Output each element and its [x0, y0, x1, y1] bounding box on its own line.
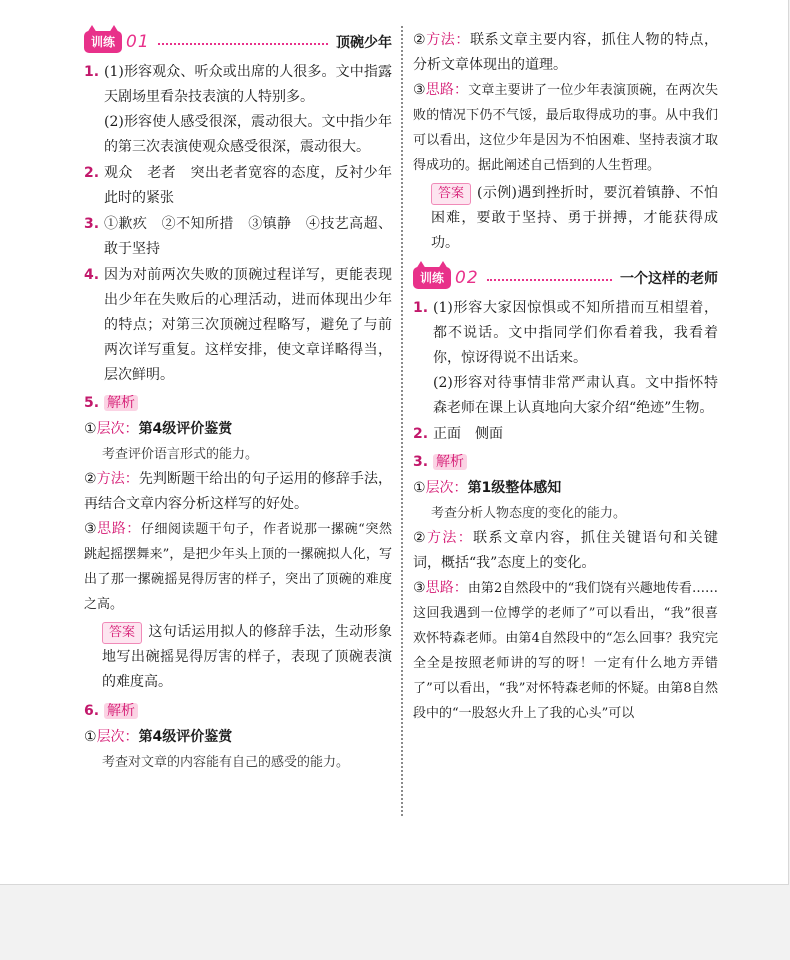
- answer-tag: 答案: [431, 183, 471, 205]
- level-label: 层次：: [425, 480, 468, 496]
- answer-block: [413, 181, 718, 256]
- answer-text: 这句话运用拟人的修辞手法，生动形象地写出碗摇晃得厉害的样子，表现了顶碗表演的难度高。: [102, 624, 392, 690]
- item-number: 3.: [413, 454, 429, 470]
- idea-text: 由第2自然段中的“我们饶有兴趣地传看……这回我遇到一位博学的老师了”可以看出，“我”很喜欢怀特森老师。由第4自然段中的“怎么回事？我究完全全是按照老师讲的写的呀！一定有什么地方弄错了”可以看出，“我”对怀特森老师的怀疑。由第8自然段中的“一股怒火升上了我的心头”可以: [413, 581, 719, 721]
- method-row: ②方法：联系文章内容，抓住关键语句和关键词，概括“我”态度上的变化。: [413, 530, 719, 571]
- idea-text: 仔细阅读题干句子，作者说那一摞碗“突然跳起摇摆舞来”，是把少年头上顶的一摞碗拟人化，写出了那一摞碗摇晃得厉害的样子，突出了顶碗的难度之高。: [84, 522, 392, 612]
- method-label: 方法：: [426, 32, 471, 48]
- section-title: 顶碗少年: [336, 35, 392, 51]
- column-divider: [401, 26, 403, 816]
- method-label: 方法：: [96, 471, 139, 487]
- item-text: (2)形容使人感受很深，震动很大。文中指少年的第三次表演使观众感受很深，震动很大。: [104, 114, 392, 155]
- section-number: 01: [126, 32, 150, 52]
- answer-item-1: [413, 296, 718, 421]
- level-row: ①层次：第1级整体感知: [413, 480, 562, 496]
- method-text: 先判断题干给出的句子运用的修辞手法，再结合文章内容分析这样写的好处。: [84, 471, 393, 512]
- idea-label: 思路：: [97, 521, 141, 537]
- item-number: 1.: [413, 300, 429, 316]
- answer-item-2: [413, 422, 718, 447]
- answer-text: (示例)遇到挫折时，要沉着镇静、不怕困难，要敢于坚持、勇于拼搏，才能获得成功。: [431, 185, 718, 251]
- training-badge: 训练: [413, 267, 451, 289]
- item-number: 3.: [84, 216, 100, 232]
- left-column: [84, 28, 392, 775]
- level-label: 层次：: [96, 729, 139, 745]
- idea-row: ③思路：由第2自然段中的“我们饶有兴趣地传看……这回我遇到一位博学的老师了”可以看出，“我”很喜欢怀特森老师。由第4自然段中的“怎么回事？我究完全全是按照老师讲的写的呀！一定有什么地方弄错了”可以看出，“我”对怀特森老师的怀疑。由第8自然段中的“一股怒火升上了我的心头”可以: [413, 580, 719, 721]
- dotted-leader: [158, 43, 328, 45]
- analysis-tag: 解析: [104, 703, 138, 719]
- item-number: 1.: [84, 64, 100, 80]
- right-column: [413, 28, 718, 726]
- training-badge: 训练: [84, 31, 122, 53]
- answer-item-3: [413, 450, 718, 475]
- method-row: ②方法：先判断题干给出的句子运用的修辞手法，再结合文章内容分析这样写的好处。: [84, 471, 393, 512]
- item-text: 观众 老者 突出老者宽容的态度，反衬少年此时的紧张: [104, 165, 392, 206]
- method-text: 联系文章主要内容，抓住人物的特点，分析文章体现出的道理。: [413, 32, 719, 73]
- item-text: (1)形容大家因惊惧或不知所措而互相望着，都不说话。文中指同学们你看着我，我看着你，惊讶得说不出话来。: [433, 300, 718, 366]
- item-number: 5.: [84, 395, 100, 411]
- level-note: 考查评价语言形式的能力。: [102, 447, 259, 462]
- answer-item-4: [84, 263, 392, 388]
- item-text: 因为对前两次失败的顶碗过程详写，更能表现出少年在失败后的心理活动，进而体现出少年的特点；对第三次顶碗过程略写，避免了与前两次详写重复。这样安排，使文章详略得当，层次鲜明。: [104, 267, 392, 383]
- level-row: ①层次：第4级评价鉴赏: [84, 729, 233, 745]
- item-number: 4.: [84, 267, 100, 283]
- level-text: 第4级评价鉴赏: [138, 729, 233, 745]
- level-note: 考查对文章的内容能有自己的感受的能力。: [102, 755, 350, 770]
- level-row: ①层次：第4级评价鉴赏: [84, 421, 233, 437]
- level-label: 层次：: [96, 421, 139, 437]
- item-text: 正面 侧面: [433, 426, 503, 442]
- idea-row: ③思路：文章主要讲了一位少年表演顶碗，在两次失败的情况下仍不气馁，最后取得成功的事。从中我们可以看出，这位少年是因为不怕困难、坚持表演才取得成功的。据此阐述自己悟到的人生哲理。: [413, 82, 718, 173]
- item-number: 6.: [84, 703, 100, 719]
- method-row: ②方法：联系文章主要内容，抓住人物的特点，分析文章体现出的道理。: [413, 32, 719, 73]
- idea-label: 思路：: [425, 580, 468, 596]
- answer-item-5: [84, 391, 392, 416]
- level-text: 第1级整体感知: [467, 480, 562, 496]
- answer-item-6: [84, 699, 392, 724]
- idea-text: 文章主要讲了一位少年表演顶碗，在两次失败的情况下仍不气馁，最后取得成功的事。从中我们可以看出，这位少年是因为不怕困难、坚持表演才取得成功的。据此阐述自己悟到的人生哲理。: [413, 83, 718, 173]
- level-text: 第4级评价鉴赏: [138, 421, 233, 437]
- item-text: ①歉疚 ②不知所措 ③镇静 ④技艺高超、敢于坚持: [104, 216, 392, 257]
- section-title: 一个这样的老师: [620, 271, 718, 287]
- section-header-02: [413, 264, 718, 292]
- item-number: 2.: [413, 426, 429, 442]
- idea-label: 思路：: [425, 82, 469, 98]
- answer-block: [84, 620, 392, 695]
- method-label: 方法：: [426, 530, 474, 546]
- answer-item-1: [84, 60, 392, 160]
- idea-row: ③思路：仔细阅读题干句子，作者说那一摞碗“突然跳起摇摆舞来”，是把少年头上顶的一摞碗拟人化，写出了那一摞碗摇晃得厉害的样子，突出了顶碗的难度之高。: [84, 521, 392, 612]
- item-number: 2.: [84, 165, 100, 181]
- answer-item-2: [84, 161, 392, 211]
- answer-item-3: [84, 212, 392, 262]
- analysis-tag: 解析: [433, 454, 467, 470]
- analysis-tag: 解析: [104, 395, 138, 411]
- item-text: (1)形容观众、听众或出席的人很多。文中指露天剧场里看杂技表演的人特别多。: [104, 64, 392, 105]
- answer-tag: 答案: [102, 622, 142, 644]
- section-number: 02: [455, 268, 479, 288]
- level-note: 考查分析人物态度的变化的能力。: [431, 506, 627, 521]
- section-header-01: [84, 28, 392, 56]
- item-text: (2)形容对待事情非常严肃认真。文中指怀特森老师在课上认真地向大家介绍“绝迹”生物。: [433, 375, 718, 416]
- method-text: 联系文章内容，抓住关键语句和关键词，概括“我”态度上的变化。: [413, 530, 719, 571]
- dotted-leader: [487, 279, 612, 281]
